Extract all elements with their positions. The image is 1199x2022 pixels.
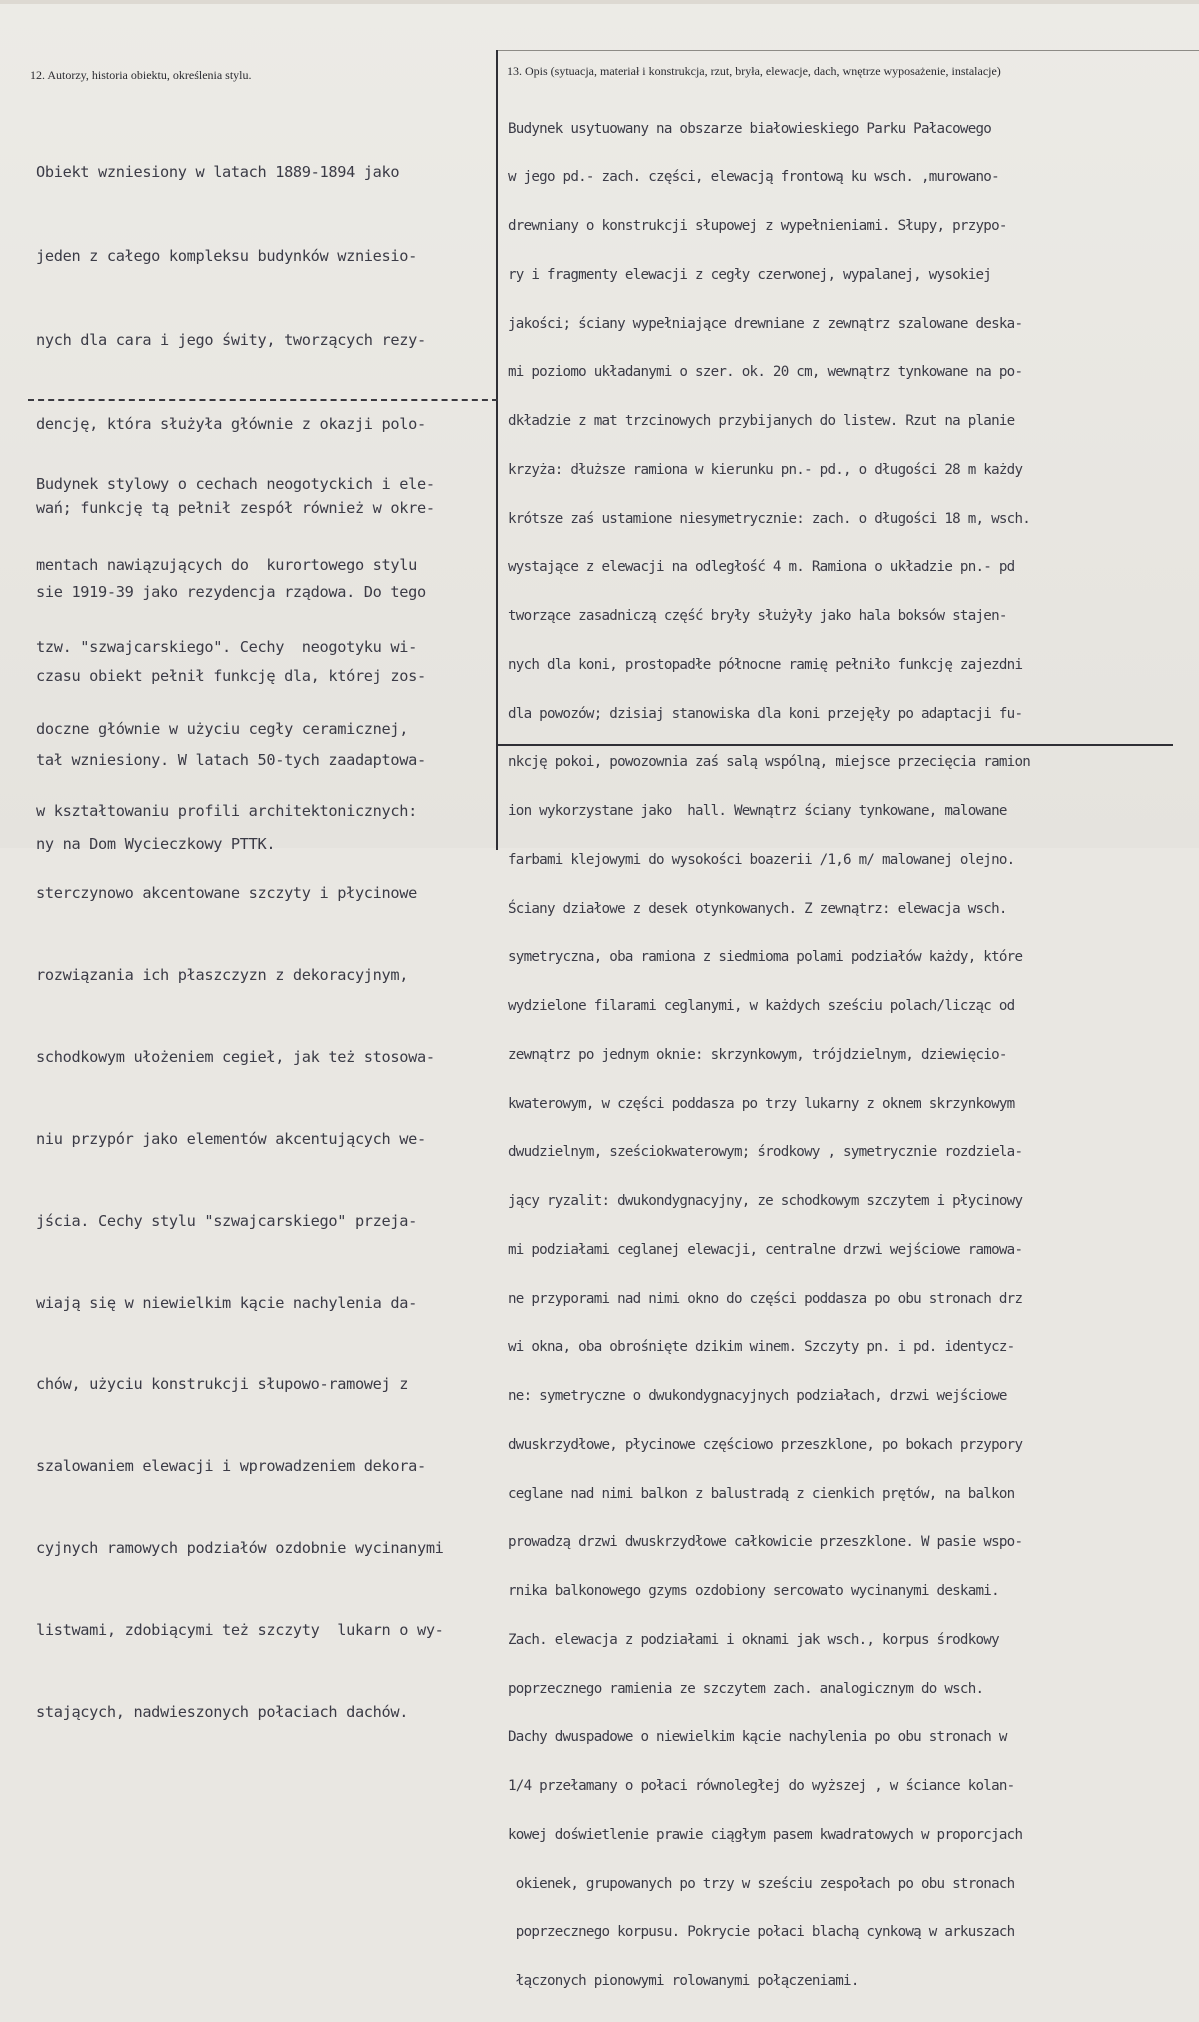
- description-line: nkcję pokoi, powozownia zaś salą wspólną, miejsce przecięcia ramion: [508, 754, 1031, 771]
- description-line: kwaterowym, w części poddasza po trzy lukarny z oknem skrzynkowym: [508, 1095, 1015, 1112]
- history-line: ny na Dom Wycieczkowy PTTK.: [36, 835, 276, 853]
- style-line: doczne głównie w użyciu cegły ceramicznej,: [36, 720, 409, 739]
- history-line: wań; funkcję tą pełnił zespół również w okre-: [36, 499, 435, 517]
- description-line: nych dla koni, prostopadłe północne ramię pełniło funkcję zajezdni: [508, 656, 1023, 673]
- top-rule: [498, 50, 1199, 51]
- description-line: symetryczna, oba ramiona z siedmioma polami podziałów każdy, które: [508, 949, 1023, 966]
- description-line: dwuskrzydłowe, płycinowe częściowo przeszklone, po bokach przypory: [508, 1436, 1023, 1453]
- history-line: czasu obiekt pełnił funkcję dla, której zos-: [36, 667, 426, 685]
- description-line: 1/4 przełamany o połaci równoległej do wyższej , w ściance kolan-: [508, 1778, 1015, 1794]
- style-line: niu przypór jako elementów akcentujących we-: [36, 1129, 426, 1148]
- description-line: wystające z elewacji na odległość 4 m. Ramiona o układzie pn.- pd: [508, 559, 1015, 576]
- style-line: tzw. "szwajcarskiego". Cechy neogotyku wi-: [36, 638, 417, 657]
- description-line: dla powozów; dzisiaj stanowiska dla koni przejęły po adaptacji fu-: [508, 705, 1023, 722]
- style-line: listwami, zdobiącymi też szczyty lukarn o wy-: [36, 1621, 444, 1640]
- section-12-header: 12. Autorzy, historia obiektu, określenia stylu.: [30, 68, 252, 82]
- style-line: jścia. Cechy stylu "szwajcarskiego" przeja-: [36, 1211, 417, 1230]
- style-line: w kształtowaniu profili architektonicznych:: [36, 802, 417, 821]
- style-paragraph: [36, 416, 444, 1781]
- style-line: sterczynowo akcentowane szczyty i płycinowe: [36, 884, 417, 903]
- history-line: sie 1919-39 jako rezydencja rządowa. Do tego: [36, 583, 426, 601]
- description-line: łączonych pionowymi rolowanymi połączeniami.: [508, 1973, 859, 1989]
- description-line: dkładzie z mat trzcinowych przybijanych do listew. Rzut na planie: [508, 413, 1015, 429]
- description-line: poprzecznego korpusu. Pokrycie połaci blachą cynkową w arkuszach: [508, 1924, 1015, 1941]
- history-line: Obiekt wzniesiony w latach 1889-1894 jako: [36, 163, 400, 181]
- description-line: krzyża: dłuższe ramiona w kierunku pn.- pd., o długości 28 m każdy: [508, 461, 1023, 478]
- description-line: jakości; ściany wypełniające drewniane z zewnątrz szalowane deska-: [508, 315, 1023, 332]
- description-line: Budynek usytuowany na obszarze białowieskiego Parku Pałacowego: [508, 120, 992, 137]
- description-line: ceglane nad nimi balkon z balustradą z cienkich prętów, na balkon: [508, 1485, 1015, 1502]
- style-line: stających, nadwieszonych połaciach dachów.: [36, 1702, 409, 1721]
- description-line: ne przyporami nad nimi okno do części poddasza po obu stronach drz: [508, 1290, 1023, 1307]
- description-line: jący ryzalit: dwukondygnacyjny, ze schodkowym szczytem i płycinowy: [508, 1193, 1023, 1209]
- description-line: krótsze zaś ustamione niesymetrycznie: zach. o długości 18 m, wsch.: [508, 510, 1031, 527]
- description-paragraph: [508, 88, 1030, 2022]
- description-line: kowej doświetlenie prawie ciągłym pasem kwadratowych w proporcjach: [508, 1826, 1023, 1843]
- description-line: w jego pd.- zach. części, elewacją frontową ku wsch. ,murowano-: [508, 169, 999, 186]
- style-line: rozwiązania ich płaszczyzn z dekoracyjnym,: [36, 965, 409, 984]
- description-line: Zach. elewacja z podziałami i oknami jak wsch., korpus środkowy: [508, 1631, 999, 1648]
- style-line: mentach nawiązujących do kurortowego stylu: [36, 556, 417, 575]
- style-line: schodkowym ułożeniem cegieł, jak też stosowa-: [36, 1047, 435, 1066]
- history-line: jeden z całego kompleksu budynków wzniesio-: [36, 247, 417, 265]
- description-line: rnika balkonowego gzyms ozdobiony sercowato wycinanymi deskami.: [508, 1583, 999, 1599]
- description-line: wydzielone filarami ceglanymi, w każdych sześciu polach/licząc od: [508, 998, 1015, 1014]
- style-line: wiają się w niewielkim kącie nachylenia da-: [36, 1293, 417, 1312]
- description-line: tworzące zasadniczą część bryły służyły jako hala boksów stajen-: [508, 608, 1007, 624]
- description-line: poprzecznego ramienia ze szczytem zach. analogicznym do wsch.: [508, 1680, 984, 1697]
- description-line: farbami klejowymi do wysokości boazerii /1,6 m/ malowanej olejno.: [508, 851, 1015, 868]
- description-line: ry i fragmenty elewacji z cegły czerwonej, wypalanej, wysokiej: [508, 266, 992, 283]
- style-line: szalowaniem elewacji i wprowadzeniem dekora-: [36, 1457, 426, 1476]
- description-line: mi poziomo układanymi o szer. ok. 20 cm, wewnątrz tynkowane na po-: [508, 364, 1023, 381]
- description-line: ion wykorzystane jako hall. Wewnątrz ściany tynkowane, malowane: [508, 803, 1007, 819]
- history-line: nych dla cara i jego świty, tworzących rezy-: [36, 331, 426, 349]
- description-line: okienek, grupowanych po trzy w sześciu zespołach po obu stronach: [508, 1875, 1015, 1892]
- style-line: cyjnych ramowych podziałów ozdobnie wycinanymi: [36, 1539, 444, 1558]
- description-line: ne: symetryczne o dwukondygnacyjnych podziałach, drzwi wejściowe: [508, 1388, 1007, 1404]
- description-line: zewnątrz po jednym oknie: skrzynkowym, trójdzielnym, dziewięcio-: [508, 1046, 1007, 1063]
- style-line: Budynek stylowy o cechach neogotyckich i ele-: [36, 474, 435, 493]
- description-line: wi okna, oba obrośnięte dzikim winem. Szczyty pn. i pd. identycz-: [508, 1339, 1015, 1356]
- column-divider: [496, 50, 498, 850]
- history-line: tał wzniesiony. W latach 50-tych zaadaptowa-: [36, 751, 426, 769]
- page-top-edge: [0, 0, 1199, 4]
- description-line: drewniany o konstrukcji słupowej z wypełnieniami. Słupy, przypo-: [508, 218, 1007, 234]
- description-line: prowadzą drzwi dwuskrzydłowe całkowicie przeszklone. W pasie wspo-: [508, 1534, 1023, 1551]
- section-13-header: 13. Opis (sytuacja, materiał i konstrukcja, rzut, bryła, elewacje, dach, wnętrze wyposażenie, instalacje): [507, 64, 1001, 78]
- description-line: Dachy dwuspadowe o niewielkim kącie nachylenia po obu stronach w: [508, 1729, 1007, 1746]
- description-line: dwudzielnym, sześciokwaterowym; środkowy , symetrycznie rozdziela-: [508, 1144, 1023, 1161]
- history-line: dencję, która służyła głównie z okazji polo-: [36, 415, 426, 433]
- description-line: Ściany działowe z desek otynkowanych. Z zewnątrz: elewacja wsch.: [508, 900, 1007, 917]
- style-line: chów, użyciu konstrukcji słupowo-ramowej z: [36, 1375, 409, 1394]
- description-line: mi podziałami ceglanej elewacji, centralne drzwi wejściowe ramowa-: [508, 1241, 1023, 1258]
